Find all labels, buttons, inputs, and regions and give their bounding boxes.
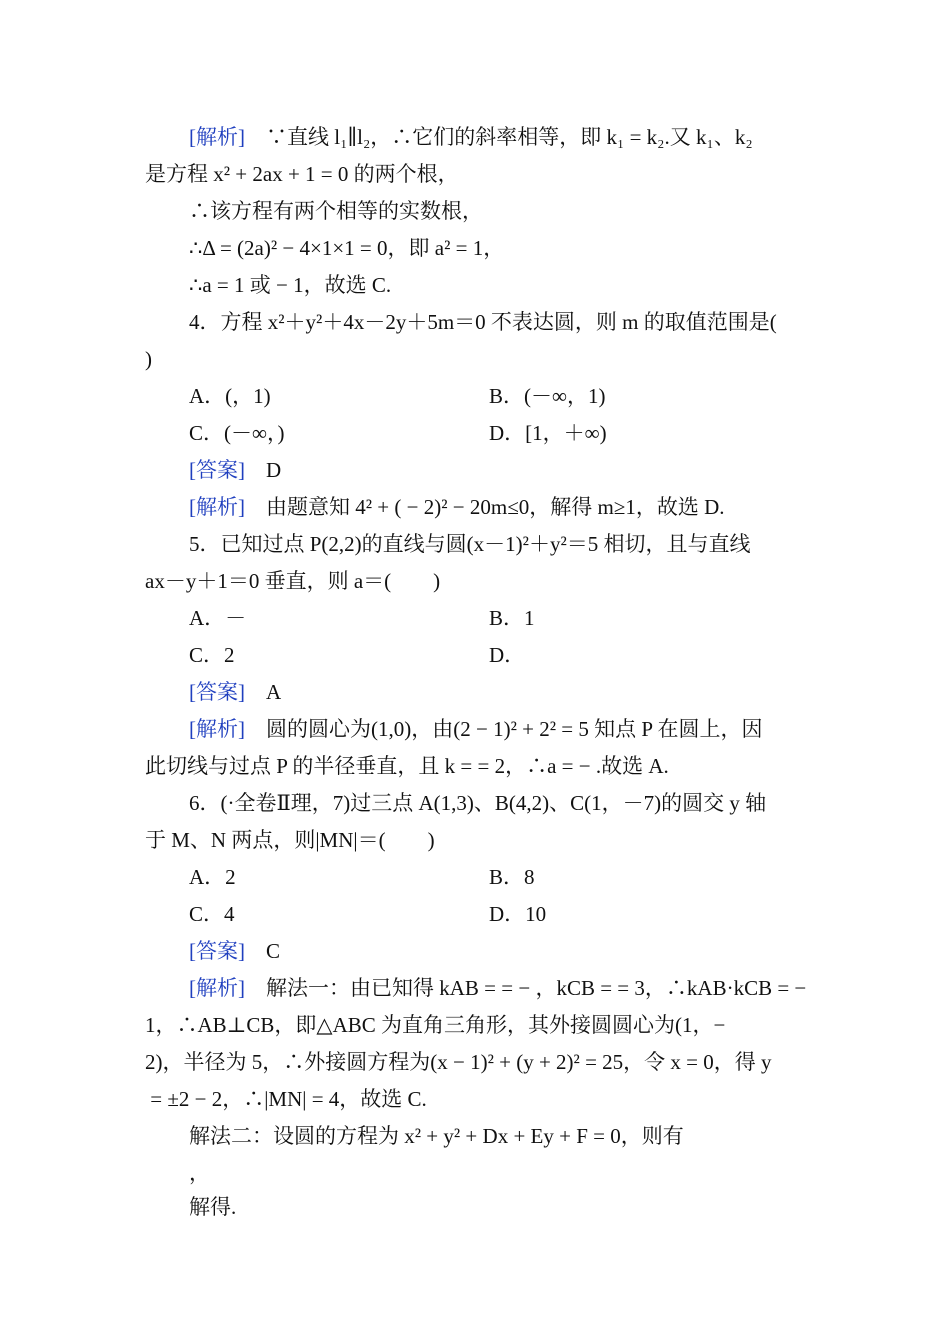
analysis-text: ∵直线 l₁∥l₂，∴它们的斜率相等，即 k₁ = k₂.又 k₁、k₂ (245, 125, 753, 149)
option-d: D．10 (489, 902, 547, 926)
analysis-tag: [解析] (189, 976, 245, 1000)
analysis-line (189, 122, 753, 152)
option-d: D．[1，＋∞) (489, 421, 607, 445)
text-line: 1，∴AB⊥CB，即△ABC 为直角三角形，其外接圆圆心为(1，− (145, 1013, 726, 1037)
option-a: A．－ (189, 606, 247, 630)
analysis-line (189, 714, 763, 744)
text-line: = ±2 − 2，∴|MN| = 4，故选 C. (145, 1087, 427, 1111)
option-c: C．4 (189, 902, 235, 926)
option-c: C．2 (189, 643, 235, 667)
text-line: 解法二：设圆的方程为 x² + y² + Dx + Ey + F = 0，则有 (189, 1124, 684, 1148)
analysis-text: 圆的圆心为(1,0)，由(2 − 1)² + 2² = 5 知点 P 在圆上，因 (245, 717, 763, 741)
text-line: 2)，半径为 5，∴外接圆方程为(x − 1)² + (y + 2)² = 25，令 x = 0，得 y (145, 1050, 772, 1074)
analysis-tag: [解析] (189, 125, 245, 149)
answer-line (189, 677, 281, 707)
answer-line (189, 936, 280, 966)
analysis-text: 解法一：由已知得 kAB = = − ，kCB = = 3，∴kAB·kCB = − (245, 976, 807, 1000)
analysis-line (189, 492, 725, 522)
answer-tag: [答案] (189, 939, 245, 963)
option-b: B．1 (489, 606, 535, 630)
text-line: ， (189, 1161, 210, 1185)
question-6: 6．(·全卷Ⅱ理，7)过三点 A(1,3)、B(4,2)、C(1，－7)的圆交 y 轴 (189, 791, 767, 815)
text-line: ∴a = 1 或 − 1，故选 C. (189, 273, 392, 297)
text-line: ) (145, 347, 152, 371)
text-line: 是方程 x² + 2ax + 1 = 0 的两个根， (145, 162, 459, 186)
answer-tag: [答案] (189, 458, 245, 482)
text-line: ∴该方程有两个相等的实数根， (189, 199, 483, 223)
question-4: 4．方程 x²＋y²＋4x－2y＋5m＝0 不表达圆，则 m 的取值范围是( (189, 310, 777, 334)
analysis-text: 由题意知 4² + ( − 2)² − 20m≤0，解得 m≥1，故选 D. (245, 495, 725, 519)
text-line: 于 M、N 两点，则|MN|＝( ) (145, 828, 435, 852)
option-d: D． (489, 643, 526, 667)
answer-line (189, 455, 281, 485)
text-line: 解得. (189, 1195, 237, 1219)
option-b: B．8 (489, 865, 535, 889)
text-line: ∴Δ = (2a)² − 4×1×1 = 0，即 a² = 1， (189, 236, 505, 260)
answer-text: A (245, 680, 282, 704)
analysis-tag: [解析] (189, 495, 245, 519)
answer-text: C (245, 939, 281, 963)
answer-text: D (245, 458, 282, 482)
text-line: ax－y＋1＝0 垂直，则 a＝( ) (145, 569, 441, 593)
option-a: A．2 (189, 865, 236, 889)
option-a: A．(，1) (189, 384, 271, 408)
question-5: 5．已知过点 P(2,2)的直线与圆(x－1)²＋y²＝5 相切，且与直线 (189, 532, 751, 556)
text-line: 此切线与过点 P 的半径垂直，且 k = = 2，∴a = − .故选 A. (145, 754, 669, 778)
analysis-tag: [解析] (189, 717, 245, 741)
analysis-line (189, 973, 806, 1003)
option-c: C．(－∞，) (189, 421, 285, 445)
option-b: B．(－∞，1) (489, 384, 606, 408)
answer-tag: [答案] (189, 680, 245, 704)
